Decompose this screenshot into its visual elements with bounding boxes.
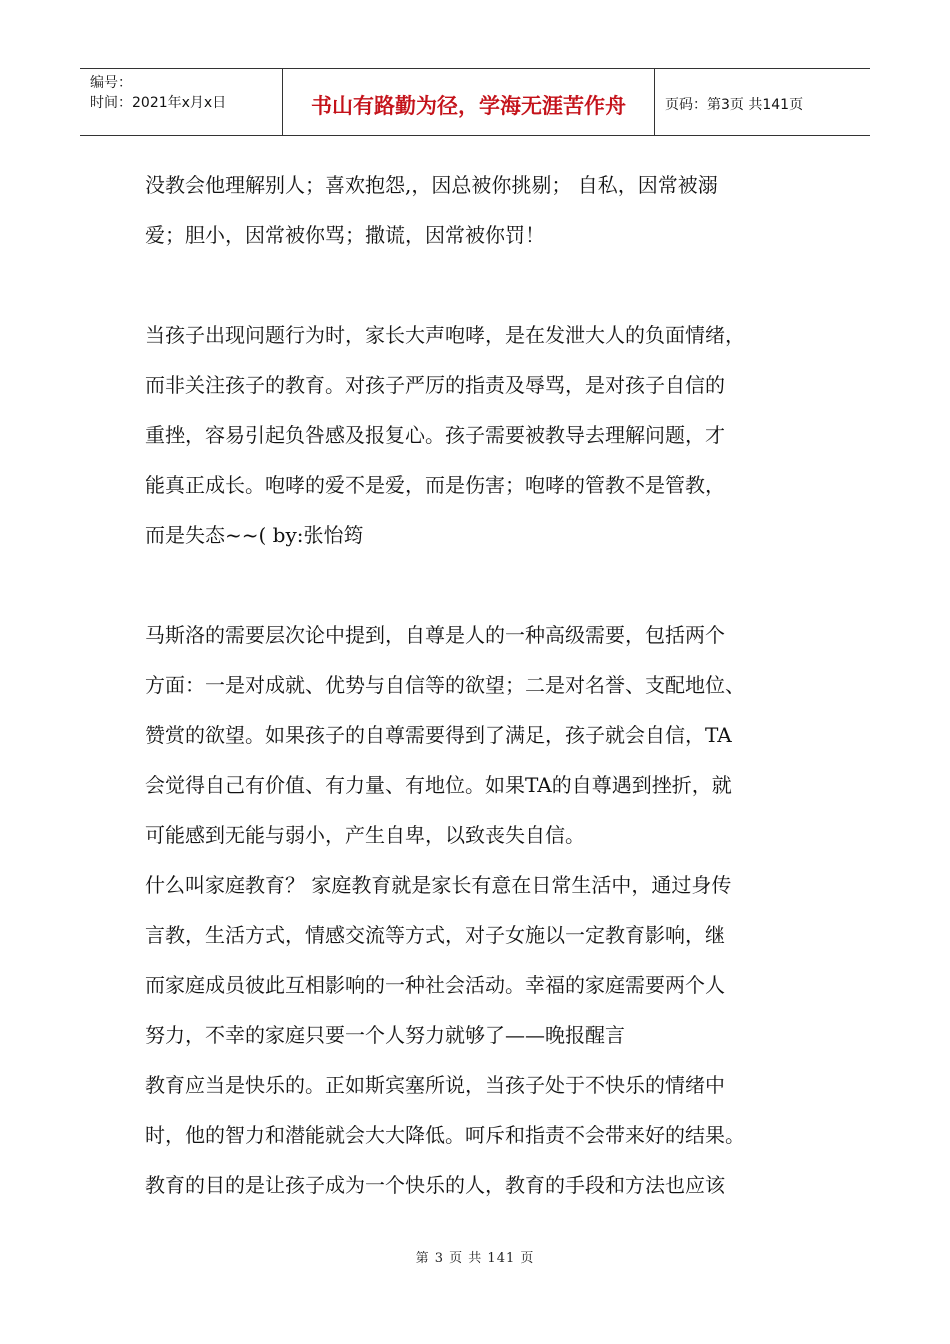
text-line: 会觉得自己有价值、有力量、有地位。如果TA的自尊遇到挫折，就 — [145, 773, 732, 797]
text-line: 重挫，容易引起负咎感及报复心。孩子需要被教导去理解问题，才 — [145, 423, 725, 447]
page-footer: 第 3 页 共 141 页 — [415, 1251, 535, 1266]
text-line: 赞赏的欲望。如果孩子的自尊需要得到了满足，孩子就会自信，TA — [145, 723, 732, 747]
header-meta — [80, 69, 283, 135]
text-line: 言教，生活方式，情感交流等方式，对子女施以一定教育影响，继 — [145, 923, 725, 947]
paragraph — [145, 310, 835, 560]
text-line: 而是失态~~( by:张怡筠 — [145, 523, 364, 547]
text-line: 方面：一是对成就、优势与自信等的欲望；二是对名誉、支配地位、 — [145, 673, 745, 697]
text-line: 没教会他理解别人；喜欢抱怨,，因总被你挑剔； 自私，因常被溺 — [145, 173, 718, 197]
page-header — [80, 68, 870, 136]
text-line: 当孩子出现问题行为时，家长大声咆哮，是在发泄大人的负面情绪， — [145, 323, 745, 347]
text-line: 而非关注孩子的教育。对孩子严厉的指责及辱骂，是对孩子自信的 — [145, 373, 725, 397]
header-motto: 书山有路勤为径，学海无涯苦作舟 — [283, 69, 655, 135]
header-page-info: 页码：第3页 共141页 — [665, 97, 804, 113]
text-line: 努力，不幸的家庭只要一个人努力就够了——晚报醒言 — [145, 1023, 625, 1047]
code-label: 编号： — [90, 75, 132, 91]
time-label: 时间：2021年x月x日 — [90, 95, 227, 111]
text-line: 爱；胆小，因常被你骂；撒谎，因常被你罚！ — [145, 223, 545, 247]
paragraph-gap — [145, 560, 835, 610]
text-line: 而家庭成员彼此互相影响的一种社会活动。幸福的家庭需要两个人 — [145, 973, 725, 997]
paragraph — [145, 610, 835, 1210]
document-body — [145, 160, 835, 1210]
text-line: 什么叫家庭教育？ 家庭教育就是家长有意在日常生活中，通过身传 — [145, 873, 732, 897]
text-line: 教育的目的是让孩子成为一个快乐的人，教育的手段和方法也应该 — [145, 1173, 725, 1197]
text-line: 能真正成长。咆哮的爱不是爱，而是伤害；咆哮的管教不是管教， — [145, 473, 725, 497]
paragraph-gap — [145, 260, 835, 310]
text-line: 可能感到无能与弱小，产生自卑，以致丧失自信。 — [145, 823, 585, 847]
paragraph — [145, 160, 835, 260]
text-line: 马斯洛的需要层次论中提到，自尊是人的一种高级需要，包括两个 — [145, 623, 725, 647]
text-line: 时，他的智力和潜能就会大大降低。呵斥和指责不会带来好的结果。 — [145, 1123, 745, 1147]
text-line: 教育应当是快乐的。正如斯宾塞所说，当孩子处于不快乐的情绪中 — [145, 1073, 725, 1097]
